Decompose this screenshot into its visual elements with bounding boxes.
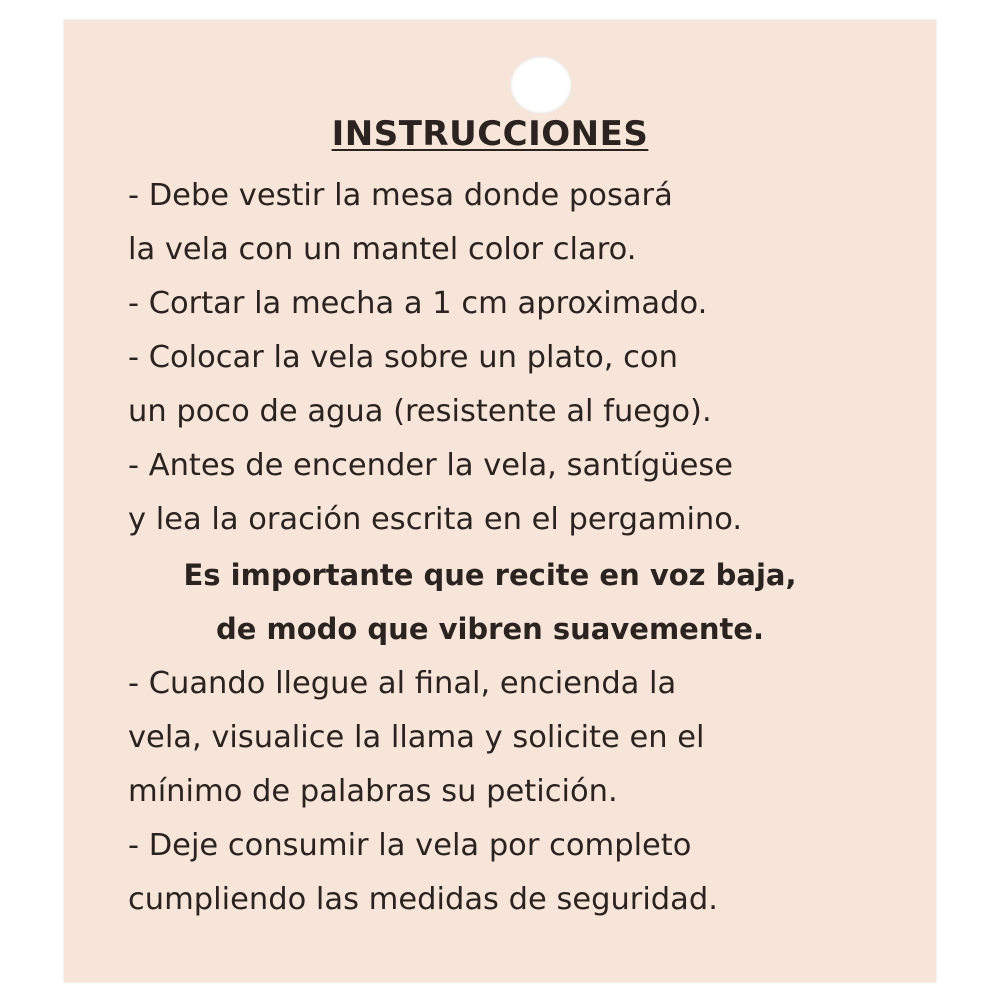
card-content bbox=[64, 20, 936, 982]
instruction-line: - Cuando llegue al final, encienda la bbox=[128, 666, 677, 701]
instruction-line: mínimo de palabras su petición. bbox=[128, 774, 618, 809]
instruction-line: - Antes de encender la vela, santígüese bbox=[128, 448, 734, 483]
instruction-line: - Colocar la vela sobre un plato, con bbox=[128, 340, 678, 375]
instruction-card bbox=[64, 20, 936, 982]
instruction-line: - Debe vestir la mesa donde posará bbox=[128, 178, 673, 213]
instruction-line: - Cortar la mecha a 1 cm aproximado. bbox=[128, 286, 708, 321]
important-note-line: Es importante que recite en voz baja, bbox=[183, 558, 797, 592]
instruction-line: - Deje consumir la vela por completo bbox=[128, 828, 692, 863]
instruction-line: y lea la oración escrita en el pergamino. bbox=[128, 502, 743, 537]
instruction-line: vela, visualice la llama y solicite en el bbox=[128, 720, 705, 755]
instruction-line: un poco de agua (resistente al fuego). bbox=[128, 394, 712, 429]
instruction-line: cumpliendo las medidas de seguridad. bbox=[128, 882, 718, 917]
important-note-line: de modo que vibren suavemente. bbox=[215, 612, 765, 646]
card-title: INSTRUCCIONES bbox=[331, 114, 649, 154]
instruction-line: la vela con un mantel color claro. bbox=[128, 232, 637, 267]
